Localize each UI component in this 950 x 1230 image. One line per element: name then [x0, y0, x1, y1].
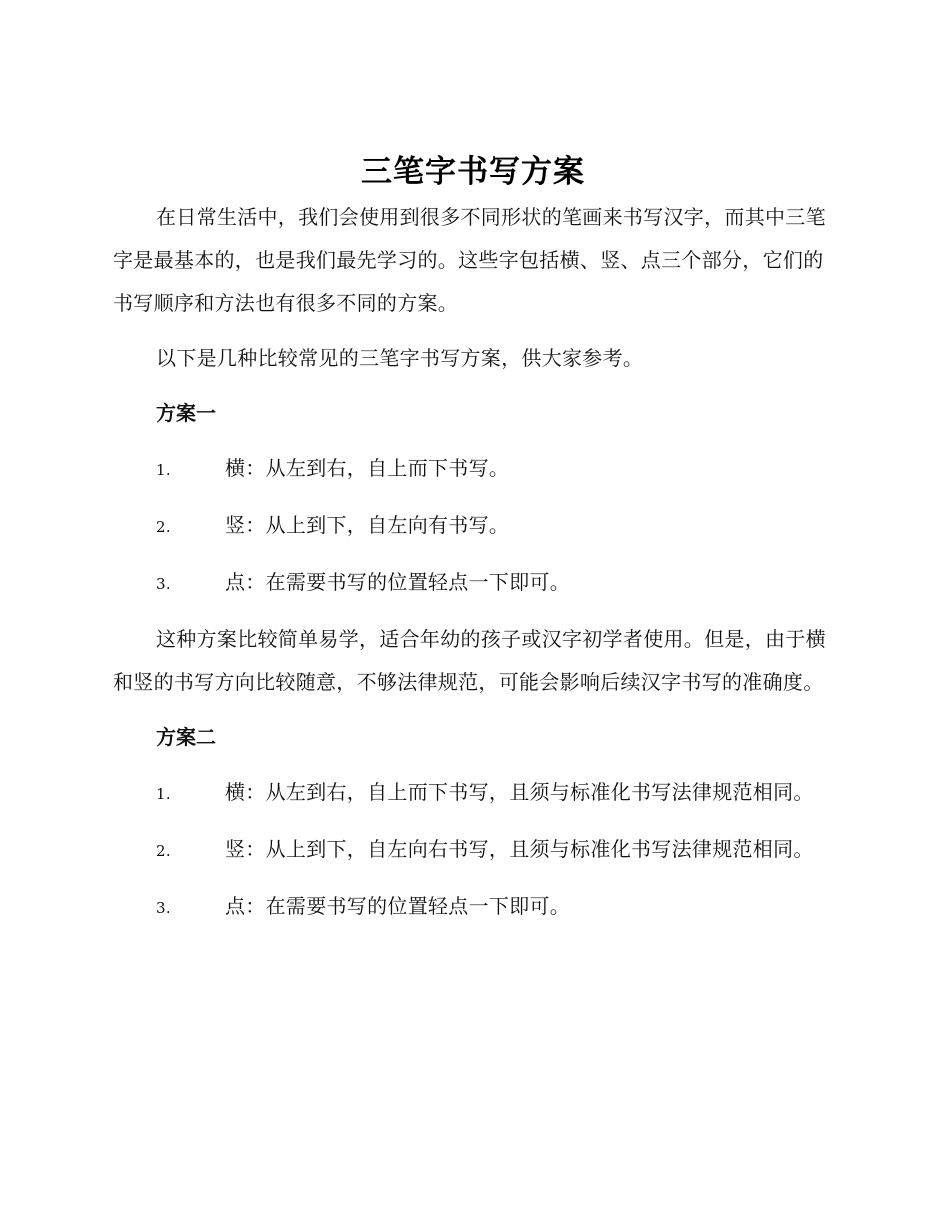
list-item-text: 横：从左到右，自上而下书写。	[225, 456, 510, 480]
list-item-text: 竖：从上到下，自左向右书写，且须与标准化书写法律规范相同。	[225, 837, 814, 861]
list-item-text: 点：在需要书写的位置轻点一下即可。	[225, 570, 571, 594]
intro-paragraph: 在日常生活中，我们会使用到很多不同形状的笔画来书写汉字，而其中三笔字是最基本的，也是我们最先学习的。这些字包括横、竖、点三个部分，它们的书写顺序和方法也有很多不同的方案。	[113, 205, 826, 315]
list-number: 1.	[156, 461, 171, 479]
plan-heading: 方案一	[156, 401, 216, 425]
list-item-text: 横：从左到右，自上而下书写，且须与标准化书写法律规范相同。	[225, 780, 814, 804]
list-item	[113, 771, 833, 816]
list-number: 2.	[156, 518, 171, 536]
list-item	[113, 828, 833, 873]
list-item	[113, 504, 833, 549]
plan-heading: 方案二	[156, 725, 216, 749]
plan-summary: 这种方案比较简单易学，适合年幼的孩子或汉字初学者使用。但是，由于横和竖的书写方向比较随意，不够法律规范，可能会影响后续汉字书写的准确度。	[113, 627, 826, 694]
list-number: 2.	[156, 842, 171, 860]
list-number: 3.	[156, 899, 171, 917]
intro-paragraph: 以下是几种比较常见的三笔字书写方案，供大家参考。	[156, 346, 644, 370]
list-item	[113, 885, 833, 930]
list-item-text: 点：在需要书写的位置轻点一下即可。	[225, 894, 571, 918]
document-page	[113, 150, 833, 930]
list-number: 1.	[156, 785, 171, 803]
document-title: 三笔字书写方案	[361, 154, 585, 190]
list-number: 3.	[156, 575, 171, 593]
list-item	[113, 447, 833, 492]
list-item	[113, 561, 833, 606]
list-item-text: 竖：从上到下，自左向有书写。	[225, 513, 510, 537]
